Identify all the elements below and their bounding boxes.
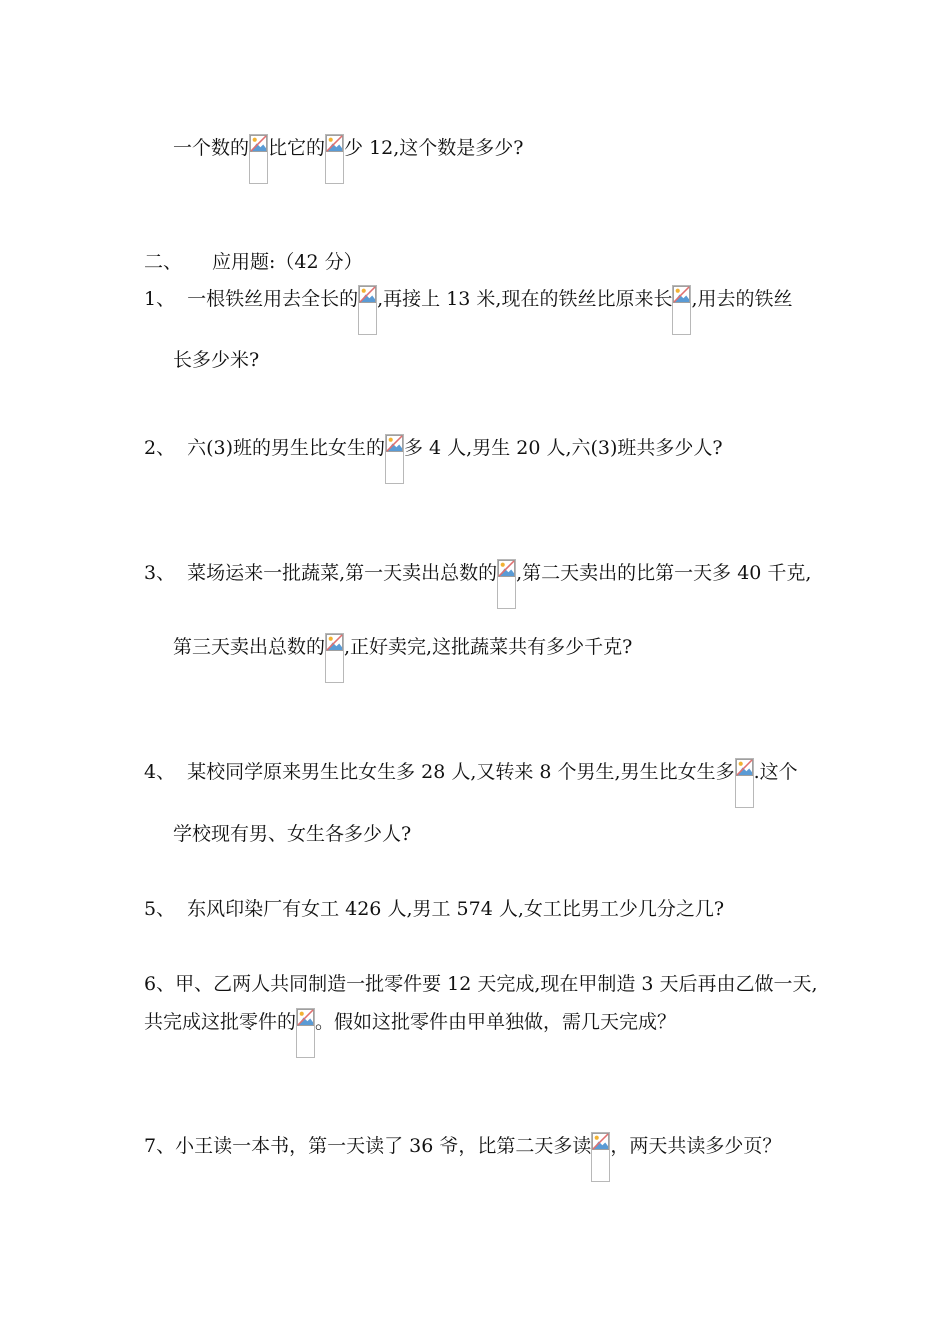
fraction-image-placeholder xyxy=(296,1008,315,1058)
question-text: ,再接上 13 米,现在的铁丝比原来长 xyxy=(377,288,673,310)
question-6-line-2 xyxy=(144,1010,676,1058)
question-number: 4、 xyxy=(144,761,176,783)
fraction-image-placeholder xyxy=(672,285,691,335)
broken-image-icon xyxy=(326,135,343,152)
section-heading xyxy=(144,250,182,274)
broken-image-icon xyxy=(736,759,753,776)
question-text: 。假如这批零件由甲单独做，需几天完成？ xyxy=(315,1011,677,1033)
broken-image-icon xyxy=(592,1133,609,1150)
question-text: 共完成这批零件的 xyxy=(144,1011,297,1033)
section-number: 二、 xyxy=(144,251,183,273)
question-number: 3、 xyxy=(144,562,176,584)
fraction-image-placeholder xyxy=(249,134,268,184)
question-text: 长多少米? xyxy=(173,349,260,371)
question-6-line-1 xyxy=(144,972,818,996)
question-text: 7、小王读一本书，第一天读了 36 爷，比第二天多读 xyxy=(144,1135,592,1157)
fraction-image-placeholder xyxy=(358,285,377,335)
question-number: 1、 xyxy=(144,288,176,310)
question-text: 东风印染厂有女工 426 人,男工 574 人,女工比男工少几分之几? xyxy=(187,898,725,920)
question-text: 第三天卖出总数的 xyxy=(173,636,326,658)
question-4-line-2 xyxy=(173,822,411,846)
question-text: ，两天共读多少页？ xyxy=(610,1135,782,1157)
question-3-line-1 xyxy=(144,561,811,609)
broken-image-icon xyxy=(297,1009,314,1026)
question-5-line-1 xyxy=(144,897,724,921)
question-text: ,用去的铁丝 xyxy=(691,288,793,310)
question-3-line-2 xyxy=(173,635,632,683)
question-text: .这个 xyxy=(753,761,798,783)
broken-image-icon xyxy=(673,286,690,303)
question-text: ,第二天卖出的比第一天多 40 千克, xyxy=(516,562,812,584)
question-text: 某校同学原来男生比女生多 28 人,又转来 8 个男生,男生比女生多 xyxy=(187,761,735,783)
question-1-line-2 xyxy=(173,348,259,372)
question-text: 学校现有男、女生各多少人? xyxy=(173,823,412,845)
broken-image-icon xyxy=(386,435,403,452)
fraction-image-placeholder xyxy=(385,434,404,484)
broken-image-icon xyxy=(326,634,343,651)
fraction-image-placeholder xyxy=(325,134,344,184)
fraction-image-placeholder xyxy=(497,559,516,609)
question-text: ,正好卖完,这批蔬菜共有多少千克? xyxy=(344,636,633,658)
broken-image-icon xyxy=(498,560,515,577)
question-number: 2、 xyxy=(144,437,176,459)
question-7-line-1 xyxy=(144,1134,781,1182)
fraction-image-placeholder xyxy=(591,1132,610,1182)
intro-text-3: 少 12,这个数是多少? xyxy=(344,137,524,159)
intro-text-2: 比它的 xyxy=(268,137,326,159)
question-text: 6、甲、乙两人共同制造一批零件要 12 天完成,现在甲制造 3 天后再由乙做一天, xyxy=(144,973,818,995)
intro-problem-line xyxy=(173,136,523,184)
fraction-image-placeholder xyxy=(735,758,754,808)
section-title: 应用题:（42 分） xyxy=(212,251,363,273)
question-4-line-1 xyxy=(144,760,798,808)
section-title-wrap xyxy=(212,250,363,274)
broken-image-icon xyxy=(359,286,376,303)
question-text: 一根铁丝用去全长的 xyxy=(187,288,359,310)
question-text: 菜场运来一批蔬菜,第一天卖出总数的 xyxy=(187,562,498,584)
question-2-line-1 xyxy=(144,436,723,484)
fraction-image-placeholder xyxy=(325,633,344,683)
question-text: 六(3)班的男生比女生的 xyxy=(187,437,386,459)
question-1-line-1 xyxy=(144,287,793,335)
intro-text-1: 一个数的 xyxy=(173,137,250,159)
question-text: 多 4 人,男生 20 人,六(3)班共多少人? xyxy=(404,437,723,459)
broken-image-icon xyxy=(250,135,267,152)
question-number: 5、 xyxy=(144,898,176,920)
